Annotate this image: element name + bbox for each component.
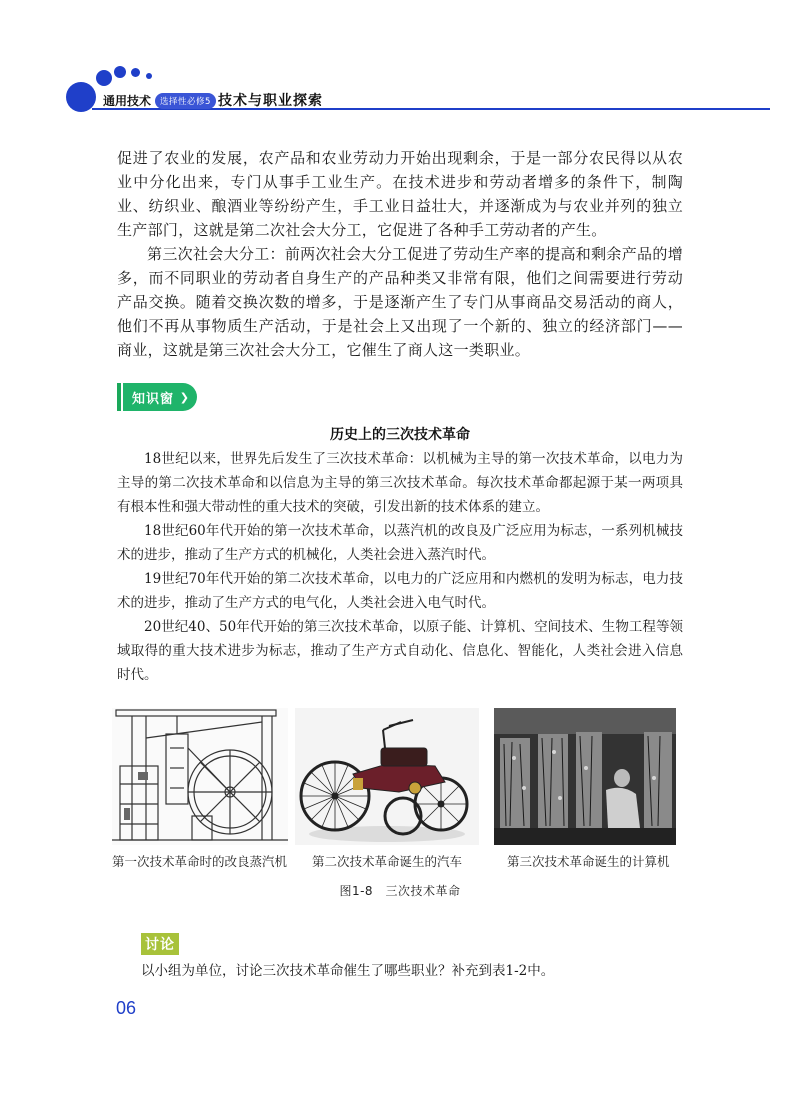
decor-dot <box>131 68 140 77</box>
body-text <box>117 146 683 362</box>
figure-caption: 第二次技术革命诞生的汽车 <box>312 854 463 869</box>
badge-label: 知识窗 <box>132 391 175 407</box>
knowledge-window-content <box>117 447 683 687</box>
page-header <box>0 60 800 120</box>
badge-bar <box>117 383 121 411</box>
knowledge-paragraph: 20世纪40、50年代开始的第三次技术革命，以原子能、计算机、空间技术、生物工程等领域取得的重大技术进步为标志，推动了生产方式自动化、信息化、智能化，人类社会进入信息时代。 <box>117 619 683 683</box>
page-number: 06 <box>116 998 137 1018</box>
decor-dot <box>114 66 126 78</box>
series-name: 通用技术 <box>103 94 152 108</box>
volume-pill: 选择性必修5 <box>155 93 216 109</box>
decor-dot <box>146 73 152 79</box>
badge-body <box>123 383 197 411</box>
knowledge-window-badge <box>117 383 197 411</box>
decor-dot <box>96 70 112 86</box>
discussion-label: 讨论 <box>141 933 179 955</box>
chevron-right-icon: ❯ <box>179 391 189 404</box>
knowledge-paragraph: 19世纪70年代开始的第二次技术革命，以电力的广泛应用和内燃机的发明为标志，电力技术的进步，推动了生产方式的电气化，人类社会进入电气时代。 <box>117 571 683 611</box>
series-tag <box>103 92 216 109</box>
figure-caption: 第三次技术革命诞生的计算机 <box>507 854 670 869</box>
knowledge-window-title: 历史上的三次技术革命 <box>330 427 470 443</box>
paragraph: 促进了农业的发展，农产品和农业劳动力开始出现剩余，于是一部分农民得以从农业中分化出来，专门从事手工业生产。在技术进步和劳动者增多的条件下，制陶业、纺织业、酿酒业等纷纷产生，手工业日益壮大，并逐渐成为与农业并列的独立生产部门，这就是第二次社会大分工，它促进了各种手工劳动者的产生。 <box>117 149 683 239</box>
discussion-text: 以小组为单位，讨论三次技术革命催生了哪些职业？补充到表1-2中。 <box>141 963 555 979</box>
computer-room-image <box>494 708 676 845</box>
figure-title: 图1-8 三次技术革命 <box>339 884 461 898</box>
book-title: 技术与职业探索 <box>218 93 323 109</box>
figure-caption: 第一次技术革命时的改良蒸汽机 <box>112 854 288 869</box>
knowledge-paragraph: 18世纪60年代开始的第一次技术革命，以蒸汽机的改良及广泛应用为标志，一系列机械技术的进步，推动了生产方式的机械化，人类社会进入蒸汽时代。 <box>117 523 683 563</box>
early-automobile-image <box>295 708 479 845</box>
steam-engine-image <box>112 708 288 845</box>
paragraph: 第三次社会大分工：前两次社会大分工促进了劳动生产率的提高和剩余产品的增多，而不同职业的劳动者自身生产的产品种类又非常有限，他们之间需要进行劳动产品交换。随着交换次数的增多，于是逐渐产生了专门从事商品交易活动的商人，他们不再从事物质生产活动，于是社会上又出现了一个新的、独立的经济部门——商业，这就是第三次社会大分工，它催生了商人这一类职业。 <box>117 245 683 359</box>
knowledge-paragraph: 18世纪以来，世界先后发生了三次技术革命：以机械为主导的第一次技术革命，以电力为主导的第二次技术革命和以信息为主导的第三次技术革命。每次技术革命都起源于某一两项具有根本性和强大带动性的重大技术的突破，引发出新的技术体系的建立。 <box>117 451 683 515</box>
